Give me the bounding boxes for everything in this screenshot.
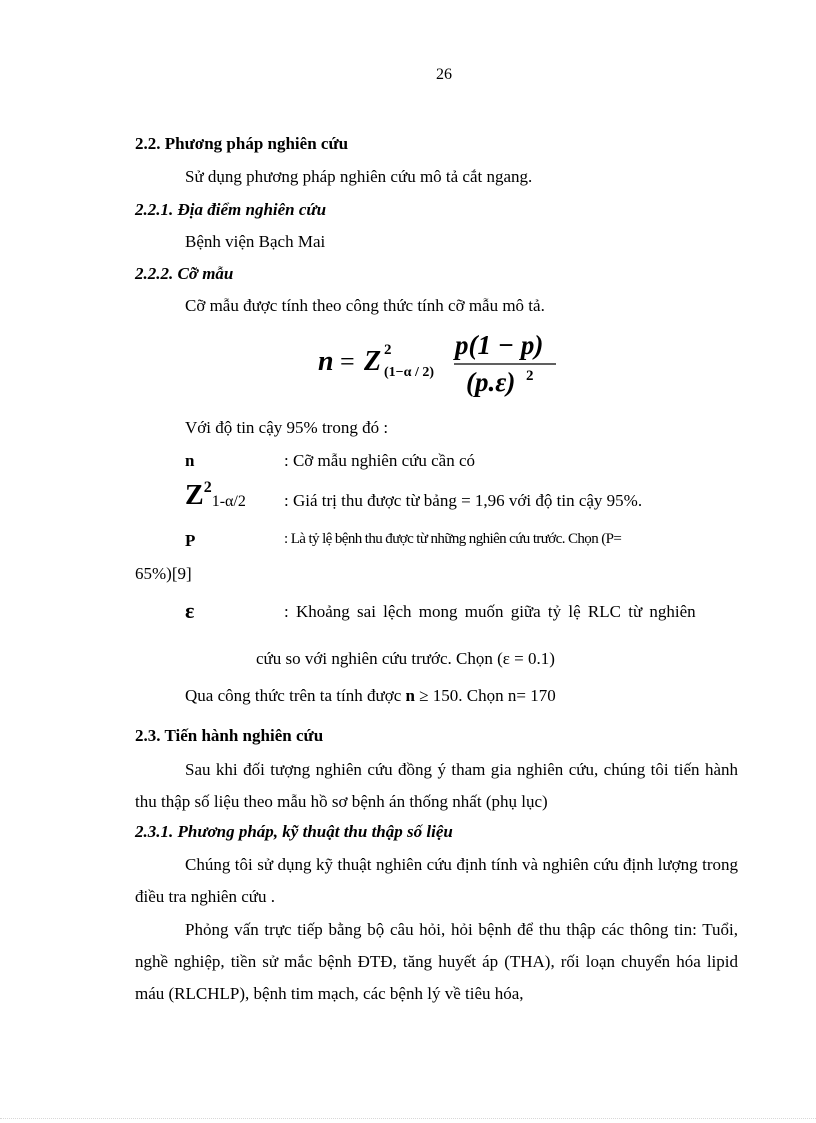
result-n: n <box>405 686 415 705</box>
def-symbol-z-sub: 1-α/2 <box>211 493 246 510</box>
result-line <box>185 686 556 706</box>
def-symbol-z-sup: 2 <box>203 479 212 496</box>
formula-z: Z <box>364 346 382 377</box>
heading-2-3-1: 2.3.1. Phương pháp, kỹ thuật thu thập số liệu <box>135 822 453 841</box>
def-symbol-n: n <box>185 451 195 470</box>
formula-n: n <box>318 346 334 377</box>
def-desc-z: : Giá trị thu được từ bảng = 1,96 với độ tin cậy 95%. <box>284 491 643 510</box>
page-bottom-divider <box>0 1118 816 1119</box>
confidence-intro: Với độ tin cậy 95% trong đó : <box>185 418 389 437</box>
text-2-2: Sử dụng phương pháp nghiên cứu mô tả cắt ngang. <box>185 167 533 186</box>
result-prefix: Qua công thức trên ta tính được <box>185 686 406 705</box>
def-desc-epsilon-cont: cứu so với nghiên cứu trước. Chọn (ε = 0.1) <box>256 649 555 668</box>
formula-z-sub: (1−α / 2) <box>384 365 435 380</box>
sample-size-formula <box>318 328 568 400</box>
formula-numerator: p(1 − p) <box>455 330 544 360</box>
def-symbol-z <box>185 480 246 512</box>
text-2-2-1: Bệnh viện Bạch Mai <box>185 232 326 251</box>
text-2-3-1-para2: Phỏng vấn trực tiếp bằng bộ câu hỏi, hỏi bệnh để thu thập các thông tin: Tuổi, nghề nghiệp, tiền sử mắc bệnh ĐTĐ, tăng huyết áp (THA), rối loạn chuyển hóa lipid máu (RLCHLP), bệnh tim mạch, các bệnh lý về tiêu hóa, <box>135 920 738 1003</box>
formula-denominator-sup: 2 <box>526 368 534 384</box>
result-suffix: ≥ 150. Chọn n= 170 <box>414 686 556 705</box>
def-desc-p: : Là tỷ lệ bệnh thu được từ những nghiên cứu trước. Chọn (P= <box>284 531 622 547</box>
heading-2-2: 2.2. Phương pháp nghiên cứu <box>135 134 349 153</box>
def-desc-epsilon: : Khoảng sai lệch mong muốn giữa tỷ lệ RLC từ nghiên <box>284 602 696 621</box>
heading-2-2-1: 2.2.1. Địa điểm nghiên cứu <box>135 200 327 219</box>
def-desc-p-cont: 65%)[9] <box>135 564 192 583</box>
text-2-3: Sau khi đối tượng nghiên cứu đồng ý tham gia nghiên cứu, chúng tôi tiến hành thu thập số liệu theo mẫu hồ sơ bệnh án thống nhất (phụ lục) <box>135 760 738 811</box>
formula-z-sup: 2 <box>384 342 392 358</box>
formula-denominator: (p.ε) <box>466 367 516 397</box>
def-symbol-epsilon: ε <box>185 598 195 623</box>
def-symbol-z-main: Z <box>185 480 204 511</box>
heading-2-3: 2.3. Tiến hành nghiên cứu <box>135 726 324 745</box>
text-2-2-2: Cỡ mẫu được tính theo công thức tính cỡ mẫu mô tả. <box>185 296 545 315</box>
page-number: 26 <box>436 66 452 83</box>
def-desc-n: : Cỡ mẫu nghiên cứu cần có <box>284 451 475 470</box>
formula-equals: = <box>340 347 355 376</box>
def-symbol-p: P <box>185 531 196 550</box>
text-2-3-1-para1: Chúng tôi sử dụng kỹ thuật nghiên cứu định tính và nghiên cứu định lượng trong điều tra nghiên cứu . <box>135 855 738 906</box>
heading-2-2-2: 2.2.2. Cỡ mẫu <box>135 264 234 283</box>
